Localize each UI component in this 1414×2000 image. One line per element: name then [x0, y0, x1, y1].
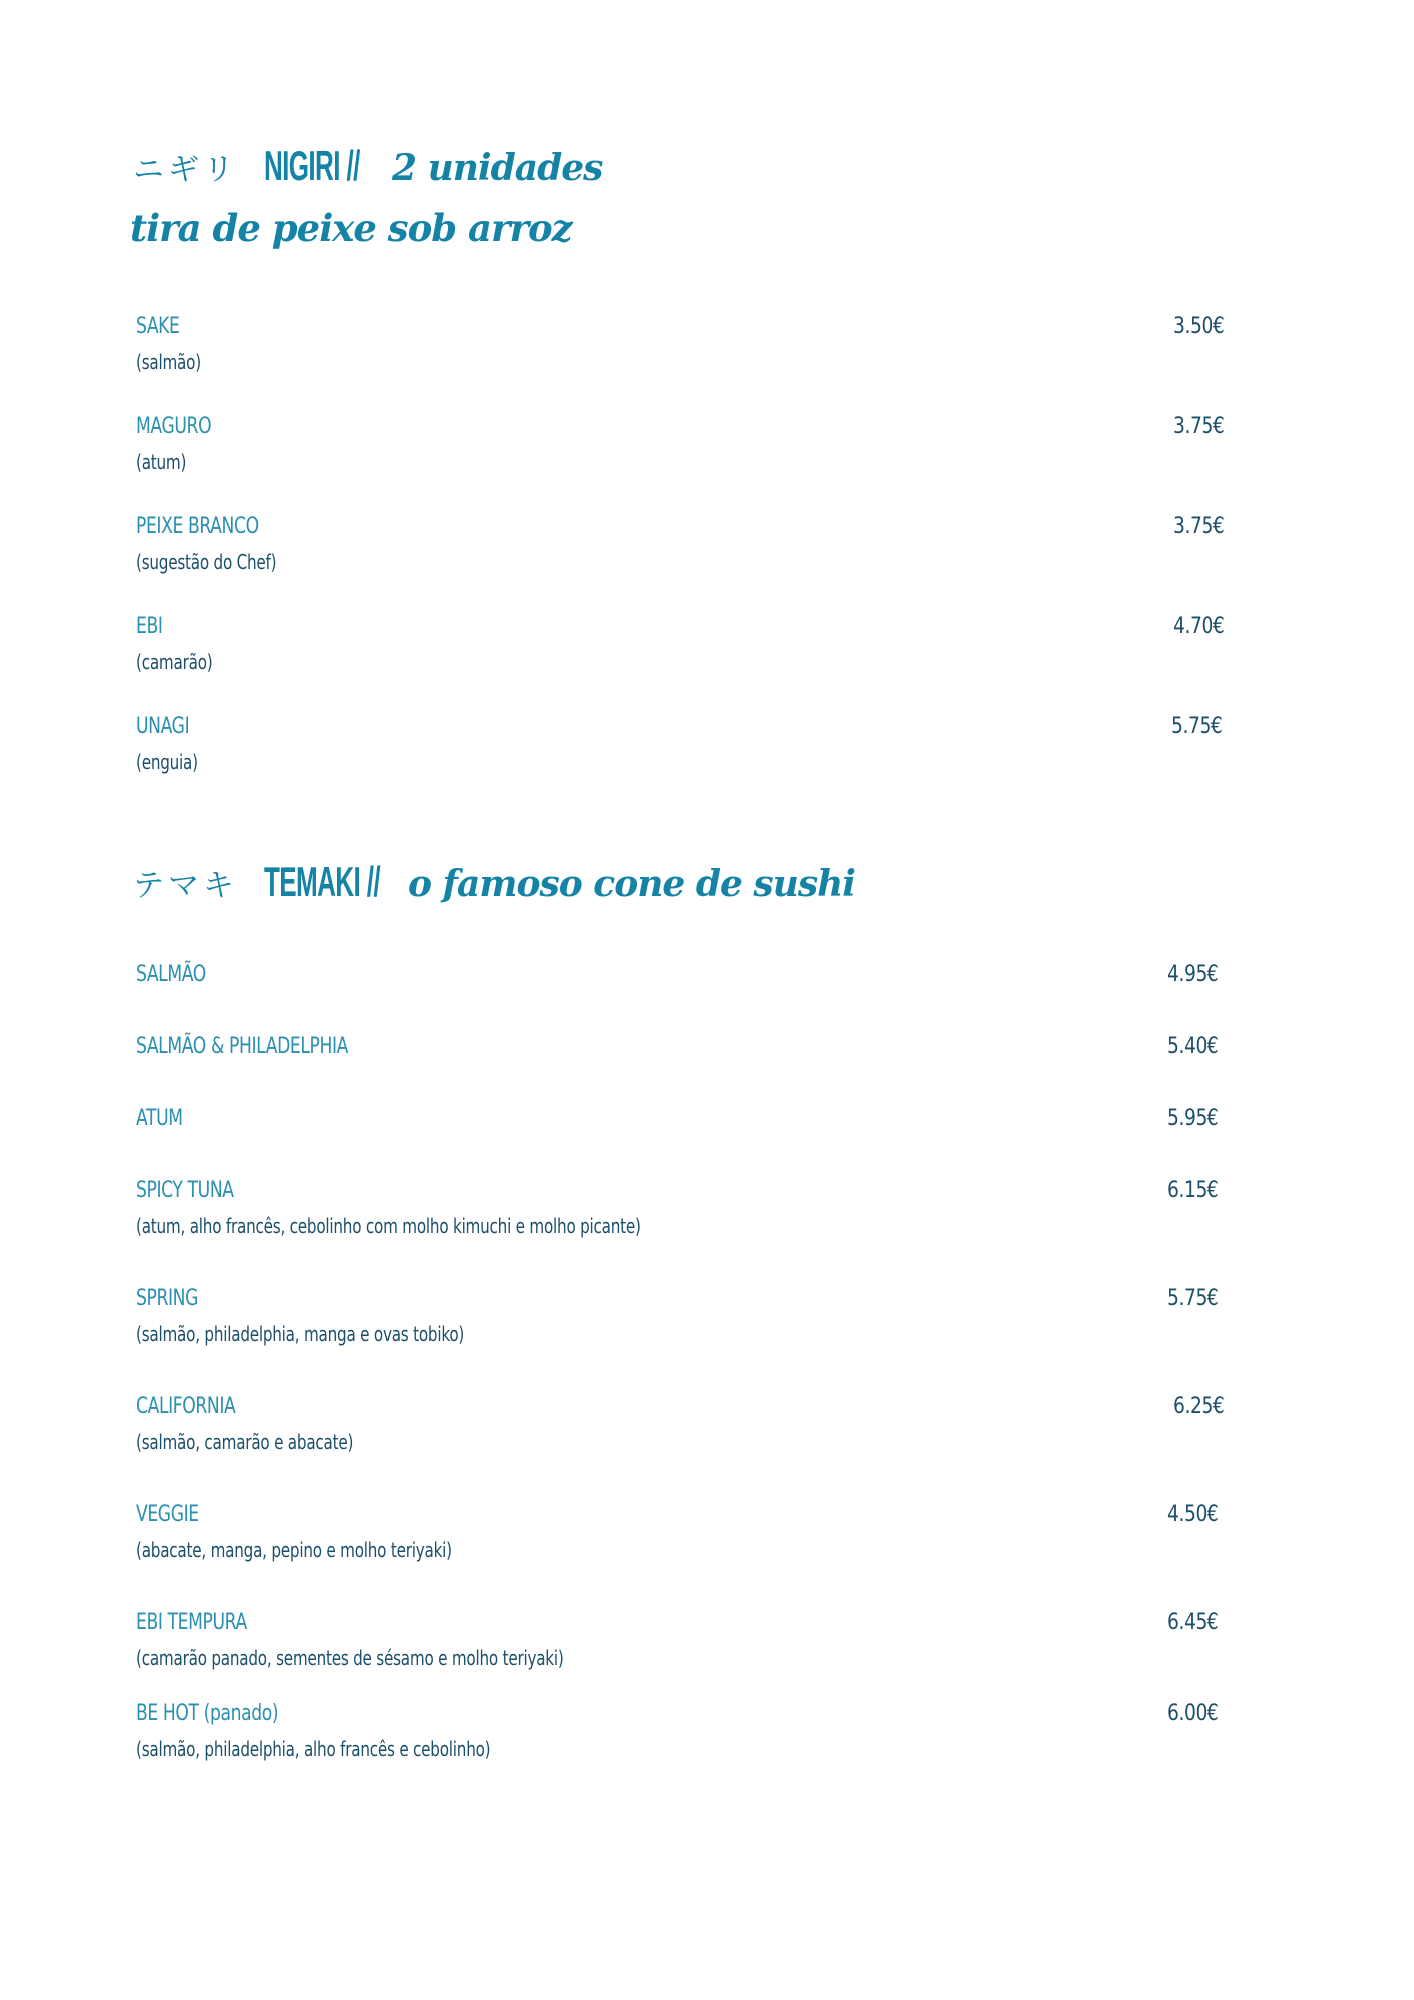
item-description: (atum, alho francês, cebolinho com molho kimuchi e molho picante) — [136, 1214, 641, 1238]
item-price: 3.50€ — [1173, 314, 1225, 339]
item-price: 6.00€ — [1167, 1701, 1219, 1726]
item-name: SALMÃO — [136, 962, 206, 987]
item-description: (salmão, philadelphia, alho francês e cebolinho) — [136, 1737, 491, 1761]
item-price: 6.45€ — [1167, 1610, 1219, 1635]
item-name: BE HOT (panado) — [136, 1701, 279, 1726]
item-description: (atum) — [136, 450, 187, 474]
item-price: 4.95€ — [1167, 962, 1219, 987]
item-price: 5.75€ — [1167, 1286, 1219, 1311]
nigiri-jp-label: ニギリ — [133, 152, 238, 188]
item-price: 3.75€ — [1173, 514, 1225, 539]
item-price: 4.50€ — [1167, 1502, 1219, 1527]
item-name: SPRING — [136, 1286, 199, 1311]
nigiri-title — [133, 142, 602, 190]
item-name: SPICY TUNA — [136, 1178, 234, 1203]
nigiri-subtitle: tira de peixe sob arroz — [130, 206, 572, 250]
item-name: SALMÃO & PHILADELPHIA — [136, 1034, 349, 1059]
item-description: (abacate, manga, pepino e molho teriyaki) — [136, 1538, 452, 1562]
item-name: VEGGIE — [136, 1502, 199, 1527]
item-name: EBI TEMPURA — [136, 1610, 247, 1635]
item-price: 6.25€ — [1173, 1394, 1225, 1419]
item-price: 5.75€ — [1171, 714, 1223, 739]
temaki-title-caps: TEMAKI // — [264, 858, 380, 905]
item-name: MAGURO — [136, 414, 212, 439]
item-price: 6.15€ — [1167, 1178, 1219, 1203]
item-description: (sugestão do Chef) — [136, 550, 277, 574]
item-name: CALIFORNIA — [136, 1394, 236, 1419]
item-price: 5.95€ — [1167, 1106, 1219, 1131]
temaki-title — [133, 858, 855, 906]
item-description: (camarão panado, sementes de sésamo e molho teriyaki) — [136, 1646, 564, 1670]
item-price: 4.70€ — [1173, 614, 1225, 639]
item-name: ATUM — [136, 1106, 183, 1131]
item-description: (salmão, philadelphia, manga e ovas tobiko) — [136, 1322, 465, 1346]
item-description: (camarão) — [136, 650, 213, 674]
item-name: SAKE — [136, 314, 180, 339]
item-name: EBI — [136, 614, 163, 639]
temaki-title-script: o famoso cone de sushi — [408, 863, 855, 905]
item-price: 3.75€ — [1173, 414, 1225, 439]
item-description: (enguia) — [136, 750, 198, 774]
temaki-jp-label: テマキ — [133, 868, 238, 904]
item-description: (salmão) — [136, 350, 201, 374]
item-name: UNAGI — [136, 714, 190, 739]
nigiri-title-caps: NIGIRI // — [264, 142, 360, 189]
item-description: (salmão, camarão e abacate) — [136, 1430, 354, 1454]
item-price: 5.40€ — [1167, 1034, 1219, 1059]
nigiri-title-script: 2 unidades — [392, 147, 603, 189]
item-name: PEIXE BRANCO — [136, 514, 259, 539]
